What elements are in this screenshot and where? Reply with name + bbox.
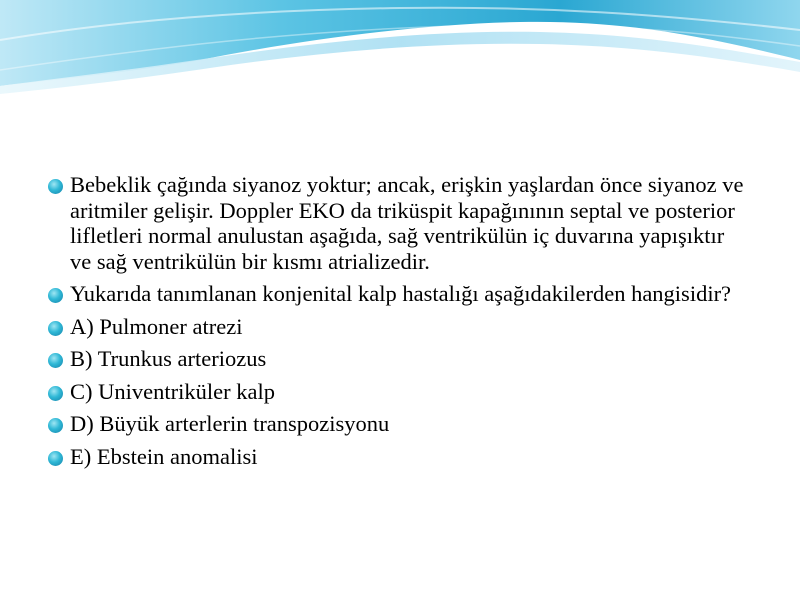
wave-header-decoration (0, 0, 800, 110)
option-e-text: E) Ebstein anomalisi (70, 443, 258, 469)
question-stem-text: Bebeklik çağında siyanoz yoktur; ancak, erişkin yaşlardan önce siyanoz ve aritmiler gelişir. Doppler EKO da triküspit kapağınının septal ve posterior lifletleri normal anulustan aşağıda, sağ ventrikülün iç duvarına yapışıktır ve sağ ventrikülün bir kısmı atrializedir. (70, 172, 744, 274)
option-d-text: D) Büyük arterlerin transpozisyonu (70, 411, 390, 436)
option-b-text: B) Trunkus arteriozus (70, 346, 267, 371)
bullet-icon (48, 179, 63, 194)
bullet-icon (48, 418, 63, 433)
bullet-icon (48, 288, 63, 303)
bullet-icon (48, 353, 63, 368)
bullet-list (48, 172, 748, 476)
option-a-text: A) Pulmoner atrezi (70, 313, 243, 339)
list-item (48, 281, 748, 307)
list-item (48, 346, 748, 372)
option-c-text: C) Univentriküler kalp (70, 378, 275, 404)
list-item (48, 379, 748, 405)
list-item (48, 314, 748, 340)
list-item (48, 411, 748, 437)
bullet-icon (48, 451, 63, 466)
list-item (48, 444, 748, 470)
bullet-icon (48, 321, 63, 336)
bullet-icon (48, 386, 63, 401)
question-text: Yukarıda tanımlanan konjenital kalp hastalığı aşağıdakilerden hangisidir? (70, 281, 732, 306)
list-item (48, 172, 748, 274)
